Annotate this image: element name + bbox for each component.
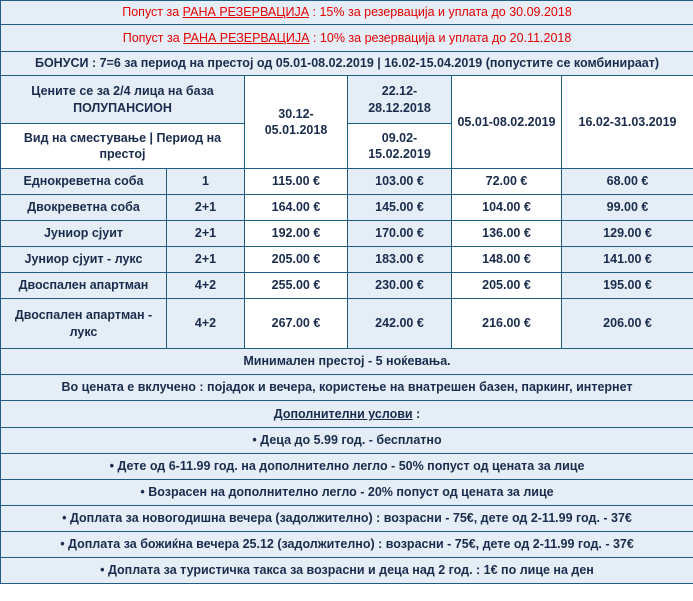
list-item [1, 454, 693, 480]
price-p1: 115.00 € [245, 169, 348, 195]
price-p4: 129.00 € [562, 221, 693, 247]
price-p1: 192.00 € [245, 221, 348, 247]
price-p4: 141.00 € [562, 247, 693, 273]
list-item [1, 532, 693, 558]
period-3-header: 05.01-08.02.2019 [452, 76, 562, 169]
price-p1: 255.00 € [245, 273, 348, 299]
conditions-title: Дополнителни услови [273, 406, 413, 421]
table-row [1, 169, 693, 195]
list-item [1, 480, 693, 506]
price-p3: 104.00 € [452, 195, 562, 221]
price-p4: 99.00 € [562, 195, 693, 221]
price-p3: 205.00 € [452, 273, 562, 299]
price-p2: 170.00 € [348, 221, 452, 247]
room-type: Јуниор сјуит - лукс [1, 247, 167, 273]
price-p2: 183.00 € [348, 247, 452, 273]
min-stay-row [1, 349, 693, 375]
condition-text: • Доплата за новогодишна вечера (задолжително) : возрасни - 75€, дете од 2-11.99 год. - 37€ [1, 506, 693, 532]
min-stay-text: Минимален престој - 5 ноќевања. [1, 349, 693, 375]
price-p3: 72.00 € [452, 169, 562, 195]
period-1-header: 30.12-05.01.2018 [245, 76, 348, 169]
pax: 1 [167, 169, 245, 195]
condition-text: • Возрасен на дополнително легло - 20% попуст од цената за лице [1, 480, 693, 506]
included-row [1, 375, 693, 401]
pax: 2+1 [167, 195, 245, 221]
price-p2: 103.00 € [348, 169, 452, 195]
table-row [1, 273, 693, 299]
promo-row-1 [1, 1, 693, 25]
period-2b-header: 09.02-15.02.2019 [348, 124, 452, 169]
condition-text: • Деца до 5.99 год. - бесплатно [1, 428, 693, 454]
early-booking-link-1[interactable]: РАНА РЕЗЕРВАЦИЈА [182, 5, 310, 20]
price-p1: 267.00 € [245, 299, 348, 349]
price-p3: 216.00 € [452, 299, 562, 349]
price-p1: 205.00 € [245, 247, 348, 273]
price-p4: 68.00 € [562, 169, 693, 195]
period-2a-header: 22.12-28.12.2018 [348, 76, 452, 124]
basis-label: Цените се за 2/4 лица на база ПОЛУПАНСИОН [1, 76, 245, 124]
conditions-title-row [1, 401, 693, 428]
price-p2: 145.00 € [348, 195, 452, 221]
price-p3: 148.00 € [452, 247, 562, 273]
promo-row-2 [1, 25, 693, 52]
room-type: Двокреветна соба [1, 195, 167, 221]
list-item [1, 558, 693, 584]
promo-1-prefix: Попуст за [122, 5, 183, 20]
table-row [1, 299, 693, 349]
promo-2-prefix: Попуст за [122, 30, 184, 45]
condition-text: • Доплата за туристичка такса за возрасни и деца над 2 год. : 1€ по лице на ден [1, 558, 693, 584]
included-text: Во цената е вклучено : појадок и вечера, користење на внатрешен базен, паркинг, интернет [1, 375, 693, 401]
early-booking-link-2[interactable]: РАНА РЕЗЕРВАЦИЈА [183, 30, 310, 45]
condition-text: • Дете од 6-11.99 год. на дополнително легло - 50% попуст од цената за лице [1, 454, 693, 480]
bonus-row [1, 52, 693, 76]
price-p3: 136.00 € [452, 221, 562, 247]
price-p4: 206.00 € [562, 299, 693, 349]
table-row [1, 221, 693, 247]
room-type: Јуниор сјуит [1, 221, 167, 247]
room-type: Двоспален апартман - лукс [1, 299, 167, 349]
type-period-label: Вид на сместување | Период на престој [1, 124, 245, 169]
room-type: Двоспален апартман [1, 273, 167, 299]
promo-2-suffix: : 10% за резервација и уплата до 20.11.2018 [309, 30, 572, 45]
pax: 4+2 [167, 273, 245, 299]
table-row [1, 195, 693, 221]
list-item [1, 506, 693, 532]
pax: 2+1 [167, 221, 245, 247]
conditions-title-suffix: : [412, 406, 421, 421]
pax: 4+2 [167, 299, 245, 349]
condition-text: • Доплата за божиќна вечера 25.12 (задолжително) : возрасни - 75€, дете од 2-11.99 год. - 37€ [1, 532, 693, 558]
period-4-header: 16.02-31.03.2019 [562, 76, 693, 169]
list-item [1, 428, 693, 454]
pax: 2+1 [167, 247, 245, 273]
price-p1: 164.00 € [245, 195, 348, 221]
price-p4: 195.00 € [562, 273, 693, 299]
header-row-1 [1, 76, 693, 124]
promo-1-suffix: : 15% за резервација и уплата до 30.09.2018 [309, 5, 572, 20]
price-p2: 230.00 € [348, 273, 452, 299]
room-type: Еднокреветна соба [1, 169, 167, 195]
price-p2: 242.00 € [348, 299, 452, 349]
table-row [1, 247, 693, 273]
bonus-text: БОНУСИ : 7=6 за период на престој од 05.01-08.02.2019 | 16.02-15.04.2019 (попустите се комбинираат) [1, 52, 693, 76]
